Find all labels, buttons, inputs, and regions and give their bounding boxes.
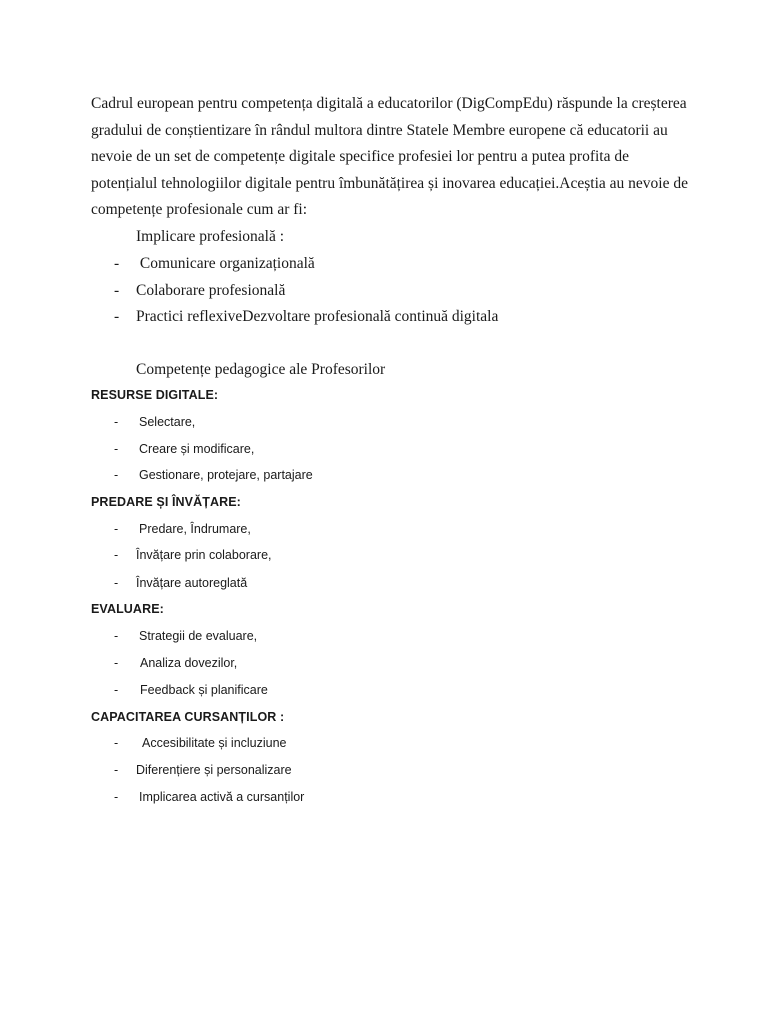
bullet-dash: -	[114, 282, 120, 299]
section-heading: RESURSE DIGITALE:	[91, 388, 219, 402]
section-heading: CAPACITAREA CURSANȚILOR :	[91, 710, 285, 724]
bullet-dash: -	[114, 548, 119, 562]
bullet-dash: -	[114, 683, 119, 697]
section-item: Selectare,	[139, 415, 196, 429]
bullet-dash: -	[114, 308, 120, 325]
section-heading: PREDARE ȘI ÎNVĂȚARE:	[91, 495, 241, 509]
bullet-dash: -	[114, 576, 119, 590]
bullet-dash: -	[114, 522, 119, 536]
section-item: Analiza dovezilor,	[140, 656, 238, 670]
bullet-dash: -	[114, 763, 119, 777]
bullet-dash: -	[114, 415, 119, 429]
section-item: Feedback și planificare	[140, 683, 268, 697]
bullet-dash: -	[114, 736, 119, 750]
intro-line: gradului de conștientizare în rândul multora dintre Statele Membre europene că educatorii au	[91, 121, 668, 139]
bullet-dash: -	[114, 468, 119, 482]
section-item: Implicarea activă a cursanților	[139, 790, 305, 804]
section-item: Învățare autoreglată	[136, 576, 248, 590]
section-item: Strategii de evaluare,	[139, 629, 258, 643]
section-heading: EVALUARE:	[91, 602, 164, 616]
intro-paragraph	[91, 91, 691, 224]
intro-line: Cadrul european pentru competența digitală a educatorilor (DigCompEdu) răspunde la creșterea	[91, 95, 687, 112]
bullet-dash: -	[114, 629, 119, 643]
section-item: Predare, Îndrumare,	[139, 522, 251, 536]
pedagogical-title: Competențe pedagogice ale Profesorilor	[136, 361, 386, 378]
professional-item: Practici reflexiveDezvoltare profesională continuă digitala	[136, 308, 499, 325]
bullet-dash: -	[114, 442, 119, 456]
section-item: Învățare prin colaborare,	[136, 548, 272, 562]
section-item: Diferențiere și personalizare	[136, 763, 292, 777]
section-item: Accesibilitate și incluziune	[142, 736, 287, 750]
bullet-dash: -	[114, 255, 120, 272]
section-item: Creare și modificare,	[139, 442, 255, 456]
intro-line: competențe profesionale cum ar fi:	[91, 201, 308, 218]
section-item: Gestionare, protejare, partajare	[139, 468, 313, 482]
intro-line: nevoie de un set de competențe digitale specifice profesiei lor pentru a putea profita de	[91, 148, 629, 165]
professional-item: Comunicare organizațională	[136, 255, 315, 272]
intro-line: potențialul tehnologiilor digitale pentru îmbunătățirea și inovarea educației.Aceștia au nevoie de	[91, 174, 688, 192]
bullet-dash: -	[114, 790, 119, 804]
bullet-dash: -	[114, 656, 119, 670]
professional-title: Implicare profesională :	[136, 228, 285, 245]
professional-item: Colaborare profesională	[136, 282, 286, 299]
